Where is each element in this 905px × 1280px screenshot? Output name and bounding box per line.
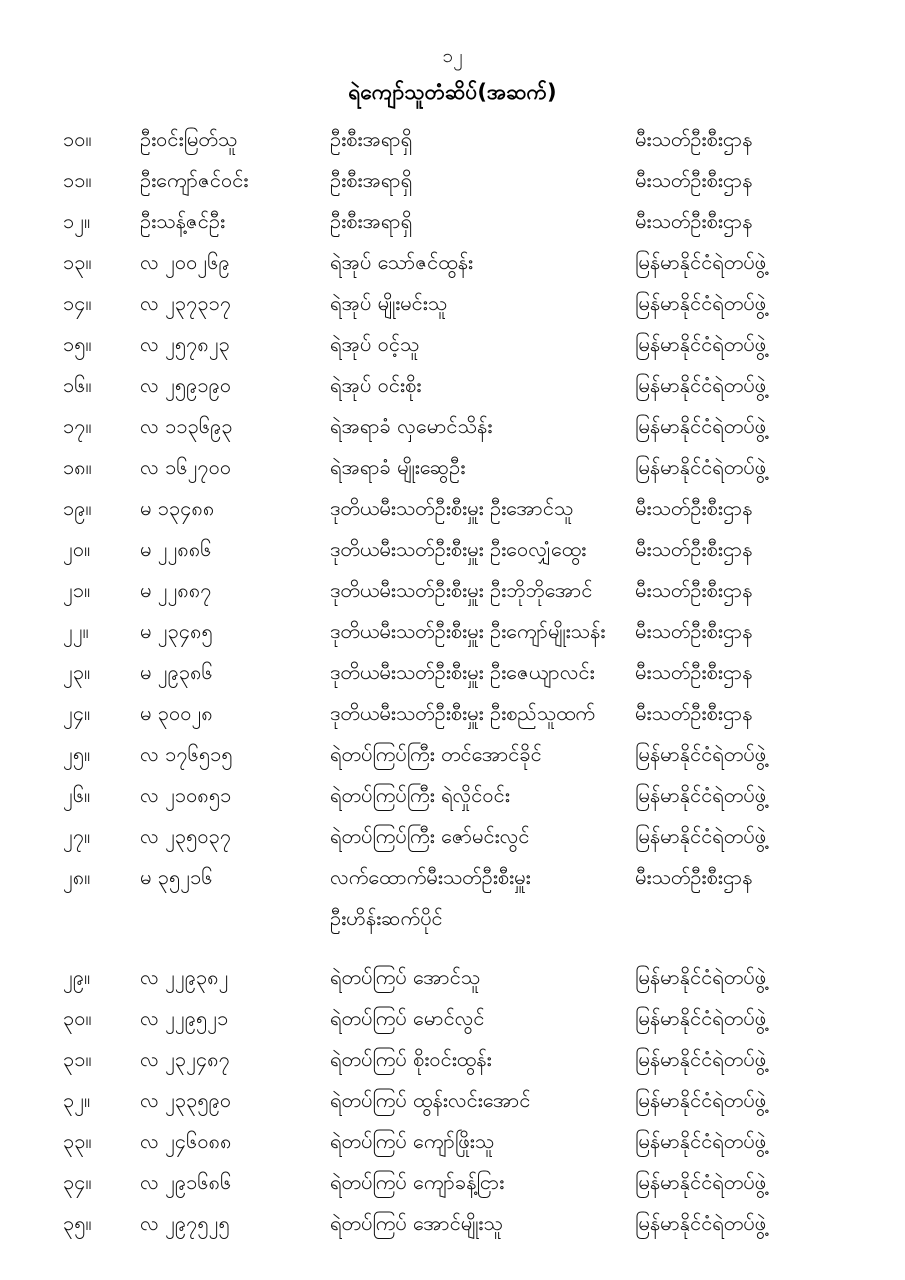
table-row: [0, 821, 905, 851]
rank-and-name: [330, 1126, 635, 1156]
rank-and-name-line1: ဦးစီးအရာရှိ: [330, 209, 413, 233]
rank-and-name: [330, 493, 635, 523]
department: မီးသတ်ဦးစီးဌာန: [635, 578, 753, 602]
service-id-or-name: လ ၂၅၉၁၉၀: [140, 373, 232, 397]
table-row: [0, 962, 905, 992]
rank-and-name: [330, 165, 635, 195]
rank-and-name-line2: ဦးဟိန်းဆက်ပိုင်: [330, 906, 443, 930]
row-number: ၂၆။: [63, 783, 91, 807]
row-number: ၁၉။: [63, 496, 92, 520]
table-row: [0, 370, 905, 400]
service-id-or-name: မ ၂၂၈၈၆: [140, 537, 212, 561]
rank-and-name: [330, 575, 635, 605]
rank-and-name-line1: ရဲတပ်ကြပ်ကြီး ဇော်မင်းလွင်: [330, 824, 530, 848]
rank-and-name: [330, 1085, 635, 1115]
rank-and-name-line1: ရဲအုပ် ဝင်းစိုး: [330, 373, 422, 397]
rank-and-name-line1: ဒုတိယမီးသတ်ဦးစီးမှူး ဦးဇေယျာလင်း: [330, 660, 595, 684]
department: မြန်မာနိုင်ငံရဲတပ်ဖွဲ့: [635, 414, 767, 438]
table-row: [0, 616, 905, 646]
row-number: ၁၅။: [63, 332, 92, 356]
rank-and-name-line1: ဒုတိယမီးသတ်ဦးစီးမှူး ဦးအောင်သူ: [330, 496, 574, 520]
rank-and-name: [330, 862, 635, 933]
department: မြန်မာနိုင်ငံရဲတပ်ဖွဲ့: [635, 965, 767, 989]
rank-and-name: [330, 1208, 635, 1238]
table-row: [0, 1003, 905, 1033]
department: မီးသတ်ဦးစီးဌာန: [635, 865, 753, 889]
rank-and-name-line1: လက်ထောက်မီးသတ်ဦးစီးမှူး: [330, 865, 531, 889]
service-id-or-name: မ ၃၀၀၂၈: [140, 701, 213, 725]
department: မြန်မာနိုင်ငံရဲတပ်ဖွဲ့: [635, 373, 767, 397]
row-number: ၁၃။: [63, 250, 92, 274]
rank-and-name: [330, 288, 635, 318]
table-row: [0, 206, 905, 236]
department: မြန်မာနိုင်ငံရဲတပ်ဖွဲ့: [635, 250, 767, 274]
service-id-or-name: လ ၂၃၂၄၈၇: [140, 1047, 230, 1071]
rank-and-name-line1: ရဲတပ်ကြပ်ကြီး ရဲလှိုင်ဝင်း: [330, 783, 510, 807]
row-number: ၃၃။: [63, 1129, 92, 1153]
rank-and-name: [330, 657, 635, 687]
rank-and-name-line1: ရဲအုပ် သော်ဇင်ထွန်း: [330, 250, 473, 274]
department: မြန်မာနိုင်ငံရဲတပ်ဖွဲ့: [635, 1047, 767, 1071]
table-row: [0, 1126, 905, 1156]
department: မြန်မာနိုင်ငံရဲတပ်ဖွဲ့: [635, 1211, 767, 1235]
service-id-or-name: မ ၂၃၄၈၅: [140, 619, 213, 643]
table-row: [0, 1167, 905, 1197]
department: မြန်မာနိုင်ငံရဲတပ်ဖွဲ့: [635, 332, 767, 356]
row-number: ၂၀။: [63, 537, 91, 561]
table-row: [0, 780, 905, 810]
row-number: ၂၅။: [63, 742, 91, 766]
rank-and-name-line1: ဦးစီးအရာရှိ: [330, 168, 413, 192]
rank-and-name: [330, 698, 635, 728]
rank-and-name-line1: ရဲတပ်ကြပ်ကြီး တင်အောင်ခိုင်: [330, 742, 542, 766]
service-id-or-name: လ ၂၂၉၅၂၁: [140, 1006, 229, 1030]
department: မြန်မာနိုင်ငံရဲတပ်ဖွဲ့: [635, 1088, 767, 1112]
row-number: ၂၉။: [63, 965, 91, 989]
table-row: [0, 534, 905, 564]
table-row: [0, 452, 905, 482]
table-row: [0, 411, 905, 441]
row-number: ၁၁။: [63, 168, 92, 192]
table-row: [0, 165, 905, 195]
row-number: ၁၄။: [63, 291, 92, 315]
service-id-or-name: မ ၂၂၈၈၇: [140, 578, 212, 602]
row-number: ၁၇။: [63, 414, 92, 438]
department: မြန်မာနိုင်ငံရဲတပ်ဖွဲ့: [635, 783, 767, 807]
row-number: ၁၀။: [63, 127, 92, 151]
table-row: [0, 493, 905, 523]
department: မြန်မာနိုင်ငံရဲတပ်ဖွဲ့: [635, 291, 767, 315]
service-id-or-name: လ ၂၃၃၅၉၀: [140, 1088, 232, 1112]
table-row: [0, 862, 905, 933]
service-id-or-name: မ ၃၅၂၁၆: [140, 865, 213, 889]
department: မီးသတ်ဦးစီးဌာန: [635, 537, 753, 561]
table-row: [0, 698, 905, 728]
rank-and-name-line1: ရဲတပ်ကြပ် ကျော်ခန့်ငြား: [330, 1170, 505, 1194]
rank-and-name: [330, 962, 635, 992]
service-id-or-name: လ ၂၃၅၀၃၇: [140, 824, 232, 848]
rank-and-name-line1: ဦးစီးအရာရှိ: [330, 127, 413, 151]
department: မီးသတ်ဦးစီးဌာန: [635, 701, 753, 725]
service-id-or-name: လ ၁၇၆၅၁၅: [140, 742, 233, 766]
row-number: ၃၄။: [63, 1170, 92, 1194]
table-row: [0, 288, 905, 318]
service-id-or-name: မ ၂၉၃၈၆: [140, 660, 213, 684]
service-id-or-name: လ ၂၂၉၃၈၂: [140, 965, 229, 989]
service-id-or-name: မ ၁၃၄၈၈: [140, 496, 215, 520]
rank-and-name-line1: ရဲတပ်ကြပ် ကျော်ဖြိုးသူ: [330, 1129, 495, 1153]
rank-and-name-line1: ဒုတိယမီးသတ်ဦးစီးမှူး ဦးဘိုဘိုအောင်: [330, 578, 593, 602]
rank-and-name: [330, 534, 635, 564]
department: မီးသတ်ဦးစီးဌာန: [635, 168, 753, 192]
service-id-or-name: ဦးသန့်ဇင်ဦး: [140, 209, 226, 233]
department: မီးသတ်ဦးစီးဌာန: [635, 619, 753, 643]
table-row: [0, 657, 905, 687]
table-row: [0, 575, 905, 605]
department: မြန်မာနိုင်ငံရဲတပ်ဖွဲ့: [635, 455, 767, 479]
service-id-or-name: လ ၁၁၃၆၉၃: [140, 414, 233, 438]
rank-and-name: [330, 1167, 635, 1197]
rank-and-name: [330, 739, 635, 769]
rank-and-name-line1: ရဲတပ်ကြပ် အောင်သူ: [330, 965, 481, 989]
service-id-or-name: လ ၂၄၆၀၈၈: [140, 1129, 232, 1153]
rank-and-name: [330, 206, 635, 236]
service-id-or-name: လ ၂၀၀၂၆၉: [140, 250, 230, 274]
department: မီးသတ်ဦးစီးဌာန: [635, 496, 753, 520]
service-id-or-name: ဦးဝင်းမြတ်သူ: [140, 127, 238, 151]
table-row: [0, 739, 905, 769]
rank-and-name-line1: ရဲအုပ် ဝင့်သူ: [330, 332, 420, 356]
rank-and-name: [330, 1044, 635, 1074]
table-row: [0, 1085, 905, 1115]
service-id-or-name: လ ၂၅၇၈၂၃: [140, 332, 230, 356]
rank-and-name-line1: ရဲတပ်ကြပ် အောင်မျိုးသူ: [330, 1211, 503, 1235]
row-number: ၂၄။: [63, 701, 91, 725]
rank-and-name-line1: ရဲတပ်ကြပ် မောင်လွင်: [330, 1006, 485, 1030]
service-id-or-name: လ ၁၆၂၇၀၀: [140, 455, 232, 479]
rank-and-name: [330, 780, 635, 810]
rank-and-name: [330, 821, 635, 851]
rank-and-name-line1: ရဲအရာခံ လှမောင်သိန်း: [330, 414, 493, 438]
row-number: ၂၁။: [63, 578, 91, 602]
rank-and-name: [330, 329, 635, 359]
service-id-or-name: ဦးကျော်ဇင်ဝင်း: [140, 168, 249, 192]
roster-table: [0, 124, 905, 1238]
rank-and-name-line1: ရဲတပ်ကြပ် စိုးဝင်းထွန်း: [330, 1047, 492, 1071]
rank-and-name-line1: ရဲတပ်ကြပ် ထွန်းလင်းအောင်: [330, 1088, 531, 1112]
service-id-or-name: လ ၂၁၀၈၅၁: [140, 783, 232, 807]
row-number: ၃၁။: [63, 1047, 92, 1071]
service-id-or-name: လ ၂၃၇၃၁၇: [140, 291, 232, 315]
page-title: ရဲကျော်သူတံဆိပ်(အဆက်): [348, 80, 557, 104]
rank-and-name-line1: ရဲအရာခံ မျိုးဆွေဦး: [330, 455, 466, 479]
row-number: ၁၆။: [63, 373, 92, 397]
table-row: [0, 124, 905, 154]
row-number: ၂၂။: [63, 619, 89, 643]
row-number: ၃၀။: [63, 1006, 92, 1030]
rank-and-name-line1: ဒုတိယမီးသတ်ဦးစီးမှူး ဦးကျော်မျိုးသန်း: [330, 619, 606, 643]
department: မီးသတ်ဦးစီးဌာန: [635, 660, 753, 684]
table-row: [0, 329, 905, 359]
rank-and-name: [330, 247, 635, 277]
department: မြန်မာနိုင်ငံရဲတပ်ဖွဲ့: [635, 1129, 767, 1153]
rank-and-name: [330, 616, 635, 646]
table-row: [0, 1044, 905, 1074]
rank-and-name: [330, 370, 635, 400]
table-row: [0, 247, 905, 277]
department: မီးသတ်ဦးစီးဌာန: [635, 209, 753, 233]
rank-and-name: [330, 1003, 635, 1033]
row-number: ၂၇။: [63, 824, 91, 848]
service-id-or-name: လ ၂၉၇၅၂၅: [140, 1211, 230, 1235]
department: မြန်မာနိုင်ငံရဲတပ်ဖွဲ့: [635, 1170, 767, 1194]
row-number: ၁၈။: [63, 455, 92, 479]
table-row: [0, 1208, 905, 1238]
rank-and-name-line1: ဒုတိယမီးသတ်ဦးစီးမှူး ဦးစည်သူထက်: [330, 701, 595, 725]
page-number: ၁၂: [442, 45, 463, 67]
rank-and-name: [330, 411, 635, 441]
rank-and-name-line1: ရဲအုပ် မျိုးမင်းသူ: [330, 291, 448, 315]
service-id-or-name: လ ၂၉၁၆၈၆: [140, 1170, 232, 1194]
row-number: ၃၅။: [63, 1211, 92, 1235]
row-number: ၁၂။: [63, 209, 91, 233]
rank-and-name-line1: ဒုတိယမီးသတ်ဦးစီးမှူး ဦးဝေလျှံထွေး: [330, 537, 587, 561]
department: မီးသတ်ဦးစီးဌာန: [635, 127, 753, 151]
rank-and-name: [330, 124, 635, 154]
department: မြန်မာနိုင်ငံရဲတပ်ဖွဲ့: [635, 1006, 767, 1030]
department: မြန်မာနိုင်ငံရဲတပ်ဖွဲ့: [635, 824, 767, 848]
row-number: ၂၃။: [63, 660, 91, 684]
row-number: ၂၈။: [63, 865, 91, 889]
rank-and-name: [330, 452, 635, 482]
row-number: ၃၂။: [63, 1088, 91, 1112]
department: မြန်မာနိုင်ငံရဲတပ်ဖွဲ့: [635, 742, 767, 766]
